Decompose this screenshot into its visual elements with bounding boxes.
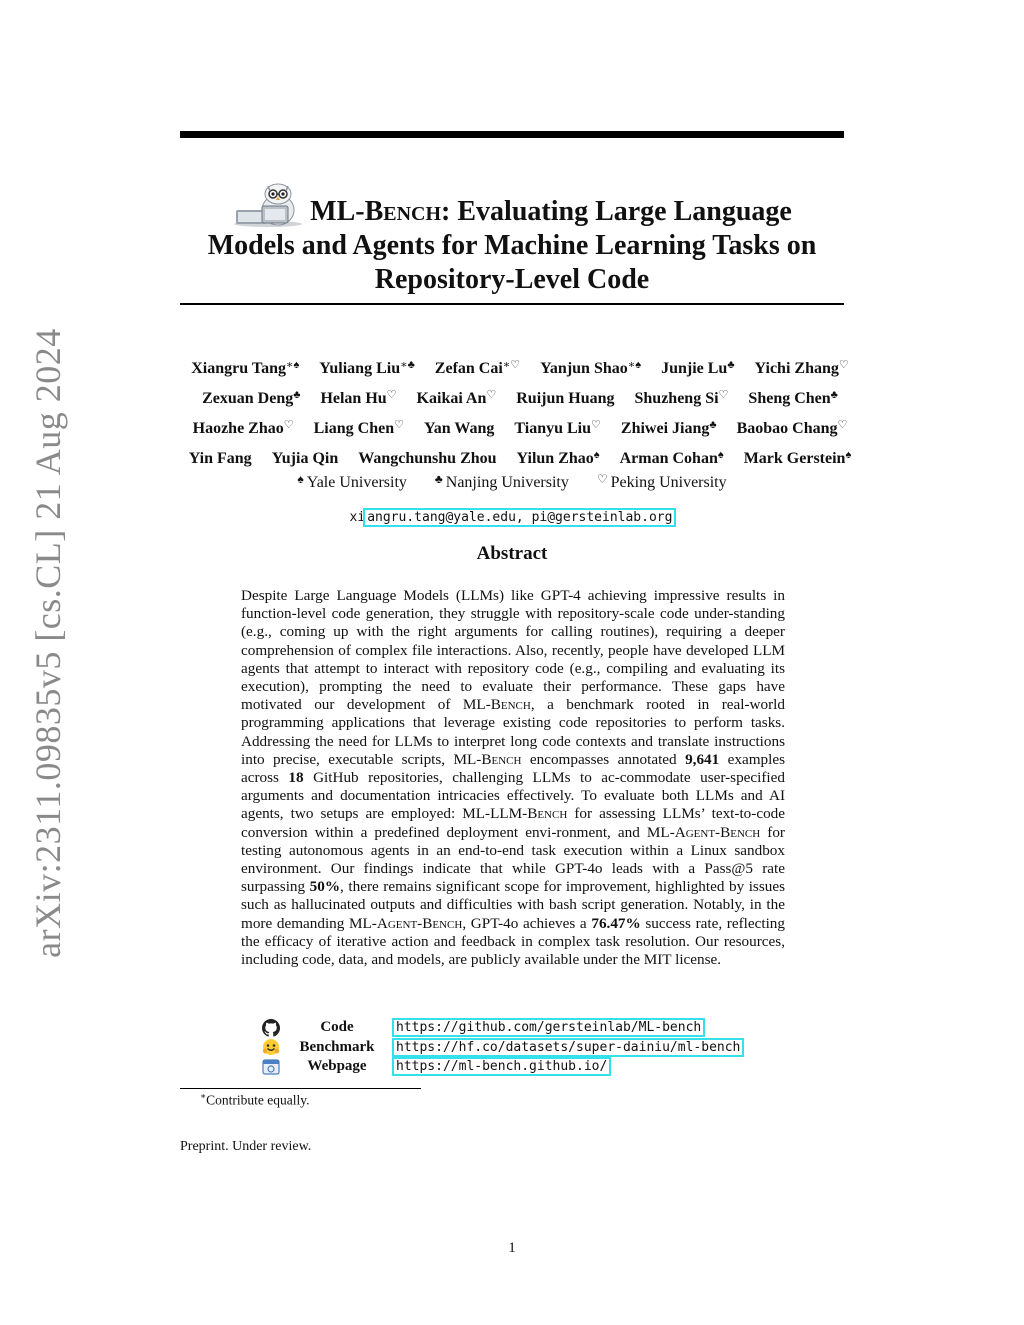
contact-emails xyxy=(180,510,844,525)
affiliation-yale xyxy=(297,472,407,492)
title-rule-top xyxy=(180,131,844,138)
title-line3: Repository-Level Code xyxy=(374,264,650,295)
github-icon xyxy=(256,1019,286,1037)
author-name: Yujia Qin xyxy=(271,450,339,467)
author-name: Yuliang Liu∗♣ xyxy=(319,359,415,377)
author-affiliation-mark: ∗♣ xyxy=(400,359,415,371)
author-name: Sheng Chen♣ xyxy=(748,389,838,407)
footnote-rule xyxy=(180,1088,421,1089)
author-affiliation-mark: ♡ xyxy=(486,389,497,401)
affiliation-name: Nanjing University xyxy=(445,474,569,491)
author-affiliation-mark: ∗♠ xyxy=(285,359,300,371)
author-name: Yan Wang xyxy=(423,420,495,437)
author-affiliation-mark: ♠ xyxy=(845,449,852,461)
author-name: Tianyu Liu♡ xyxy=(514,419,601,437)
resource-links xyxy=(256,1018,796,1077)
author-name: Zhiwei Jiang♣ xyxy=(620,419,717,437)
author-affiliation-mark: ♡ xyxy=(718,389,729,401)
link-label: Benchmark xyxy=(299,1038,375,1055)
author-line-2 xyxy=(160,382,880,412)
abstract-text: Despite Large Language Models (LLMs) like GPT-4 achieving impressive results in function-level code generation, they struggle with repository-scale code under-standing (e.g., coming up with the right arguments for calling routines), requiring a deeper comprehension of complex file interactions. Also, recently, people have developed LLM agents that attempt to interact with repository code (e.g., compiling and evaluating its execution), prompting the need to evaluate their performance. These gaps have motivated our development of ML-Bench, a benchmark rooted in real-world programming applications that leverage existing code repositories to perform tasks. Addressing the need for LLMs to interpret long code contexts and translate instructions into precise, executable scripts, ML-Bench encompasses annotated 9,641 examples across 18 GitHub repositories, challenging LLMs to ac-commodate user-specified arguments and documentation intricacies effectively. To evaluate both LLMs and AI agents, two setups are employed: ML-LLM-Bench for assessing LLMs’ text-to-code conversion within a predefined deployment envi-ronment, and ML-Agent-Bench for testing autonomous agents in an end-to-end task execution within a Linux sandbox environment. Our findings indicate that while GPT-4o leads with a Pass@5 rate surpassing 50%, there remains significant scope for improvement, highlighted by issues such as hallucinated outputs and difficulties with bash script generation. Notably, in the more demanding ML-Agent-Bench, GPT-4o achieves a 76.47% success rate, reflecting the efficacy of iterative action and feedback in complex task resolution. Our resources, including code, data, and models, are publicly available under the MIT license. xyxy=(241,587,786,969)
footnote xyxy=(200,1091,309,1109)
author-affiliation-mark: ♣ xyxy=(293,389,301,401)
title-rule-bottom xyxy=(180,303,844,305)
huggingface-icon xyxy=(256,1038,286,1056)
author-affiliation-mark: ♡ xyxy=(386,389,397,401)
footnote-mark: ∗ xyxy=(200,1091,207,1101)
abstract-heading: Abstract xyxy=(476,543,548,564)
benchmark-link[interactable]: https://hf.co/datasets/super-dainiu/ml-bench xyxy=(396,1039,741,1055)
affiliation-name: Peking University xyxy=(610,474,727,491)
author-name: Zefan Cai∗♡ xyxy=(434,359,521,377)
author-affiliation-mark: ♡ xyxy=(283,419,294,431)
affiliation-mark: ♡ xyxy=(596,472,608,486)
affiliation-nanjing xyxy=(435,472,569,492)
author-name: Xiangru Tang∗♠ xyxy=(191,359,300,377)
link-row-code xyxy=(256,1018,796,1038)
author-affiliation-mark: ♣ xyxy=(709,419,717,431)
title-benchmark-name: Bench xyxy=(364,196,442,227)
author-line-1 xyxy=(160,352,880,382)
paper-title xyxy=(180,182,844,297)
author-name: Mark Gerstein♠ xyxy=(743,449,852,467)
footnote-text: Contribute equally. xyxy=(206,1092,310,1108)
preprint-note: Preprint. Under review. xyxy=(180,1139,312,1154)
author-name: Yin Fang xyxy=(188,450,252,467)
author-name: Liang Chen♡ xyxy=(313,419,404,437)
link-label: Webpage xyxy=(307,1058,367,1075)
author-affiliation-mark: ♣ xyxy=(727,359,735,371)
owl-laptop-logo xyxy=(232,182,304,228)
author-name: Yichi Zhang♡ xyxy=(754,359,849,377)
author-affiliation-mark: ♠ xyxy=(593,449,600,461)
author-name: Yilun Zhao♠ xyxy=(516,449,600,467)
author-name: Yanjun Shao∗♠ xyxy=(540,359,642,377)
affiliation-mark: ♠ xyxy=(297,472,304,486)
author-list xyxy=(160,352,880,472)
arxiv-stamp xyxy=(28,327,68,958)
webpage-icon xyxy=(256,1059,286,1075)
author-affiliation-mark: ♡ xyxy=(837,419,848,431)
github-link[interactable]: https://github.com/gersteinlab/ML-bench xyxy=(396,1020,702,1036)
author-affiliation-mark: ∗♡ xyxy=(502,359,521,371)
link-row-benchmark xyxy=(256,1038,796,1058)
title-block xyxy=(180,182,844,297)
affiliation-name: Yale University xyxy=(306,474,407,491)
author-name: Wangchunshu Zhou xyxy=(358,450,497,467)
author-name: Shuzheng Si♡ xyxy=(634,389,729,407)
arxiv-id: arXiv:2311.09835v5 [cs.CL] 21 Aug 2024 xyxy=(28,327,68,958)
author-name: Helan Hu♡ xyxy=(320,389,397,407)
author-name: Arman Cohan♠ xyxy=(619,449,724,467)
title-line1-rest: : Evaluating Large Language xyxy=(441,196,792,227)
email-link[interactable]: angru.tang@yale.edu, pi@gersteinlab.org xyxy=(367,510,673,525)
author-affiliation-mark: ♠ xyxy=(717,449,724,461)
title-line2: Models and Agents for Machine Learning Tasks on xyxy=(207,230,817,261)
affiliation-peking xyxy=(597,472,727,492)
author-line-4 xyxy=(160,442,880,472)
author-affiliation-mark: ♣ xyxy=(830,389,838,401)
author-name: Zexuan Deng♣ xyxy=(202,389,301,407)
affiliations xyxy=(180,472,844,492)
author-affiliation-mark: ∗♠ xyxy=(627,359,642,371)
webpage-link[interactable]: https://ml-bench.github.io/ xyxy=(396,1059,608,1075)
author-name: Junjie Lu♣ xyxy=(661,359,735,377)
abstract-body xyxy=(241,587,785,969)
author-affiliation-mark: ♡ xyxy=(591,419,601,431)
author-name: Kaikai An♡ xyxy=(416,389,497,407)
author-name: Baobao Chang♡ xyxy=(736,419,848,437)
link-row-webpage xyxy=(256,1057,796,1077)
author-line-3 xyxy=(160,412,880,442)
affiliation-mark: ♣ xyxy=(434,472,443,486)
title-prefix: ML- xyxy=(310,196,365,227)
author-name: Ruijun Huang xyxy=(516,390,615,407)
page-number: 1 xyxy=(508,1240,516,1256)
author-affiliation-mark: ♡ xyxy=(394,419,404,431)
author-affiliation-mark: ♡ xyxy=(838,359,849,371)
link-label: Code xyxy=(320,1019,354,1036)
email-prefix: xi xyxy=(349,510,366,525)
author-name: Haozhe Zhao♡ xyxy=(192,419,294,437)
